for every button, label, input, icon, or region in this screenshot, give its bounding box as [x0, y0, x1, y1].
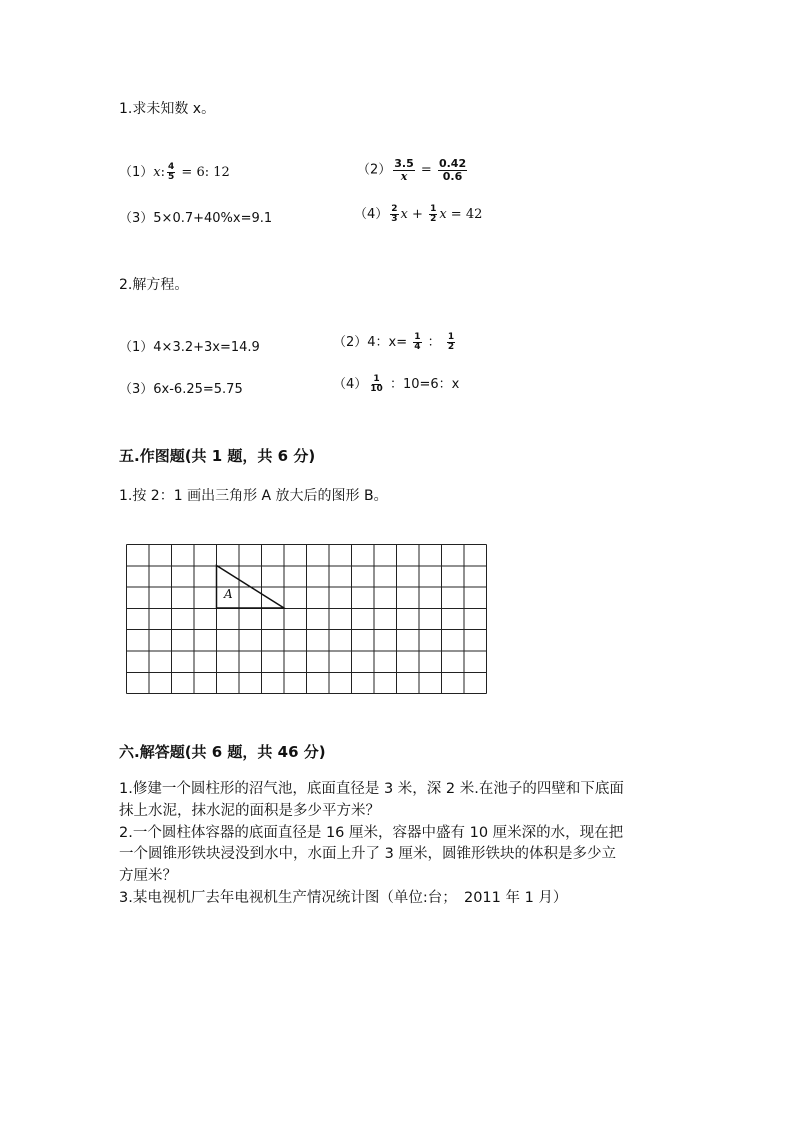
drawing-grid: [125, 543, 490, 696]
ratio-colon: ：: [423, 335, 445, 350]
question-1-title: 1.求未知数 x。: [119, 101, 216, 117]
fraction: $\frac{4}{5}$: [168, 161, 175, 182]
item-number: （4）: [333, 377, 368, 392]
q1-item-4: [354, 203, 482, 224]
section-6-title: 六.解答题(共 6 题，共 46 分): [119, 743, 326, 761]
equation-text: 6x-6.25=5.75: [153, 382, 243, 397]
fraction-1: $\frac{2}{3}$: [391, 203, 398, 224]
triangle-a-label: A: [224, 587, 233, 601]
q1-item-2: [357, 158, 469, 182]
q1-item-1: [119, 161, 230, 182]
item-number: （3）: [119, 382, 154, 397]
question-3: 3.某电视机厂去年电视机生产情况统计图（单位:台； 2011 年 1 月）: [119, 889, 568, 906]
fraction: $\frac{1}{10}$: [370, 373, 383, 394]
item-number: （2）: [333, 335, 368, 350]
q2-item-1: [119, 336, 260, 355]
item-number: （1）: [119, 165, 154, 180]
item-number: （1）: [119, 340, 154, 355]
fraction-left: $\frac{3.5}{x}$: [394, 157, 414, 183]
item-number: （2）: [357, 162, 392, 178]
question-2-line-3: 方厘米？: [119, 868, 177, 884]
variable-x: x: [400, 207, 408, 222]
fraction-2: $\frac{1}{2}$: [430, 203, 437, 224]
equation-suffix: ：10=6：x: [385, 377, 460, 392]
section-5-title: 五.作图题(共 1 题，共 6 分): [119, 447, 316, 465]
section-6-questions: [119, 779, 679, 910]
plus-sign: +: [407, 207, 428, 222]
equals-sign: =: [416, 162, 436, 178]
item-number: （4）: [354, 207, 389, 222]
question-2-line-2: 一个圆锥形铁块浸没到水中，水面上升了 3 厘米，圆锥形铁块的体积是多少立: [119, 846, 616, 863]
section-5-question: 1.按 2：1 画出三角形 A 放大后的图形 B。: [119, 488, 388, 504]
question-1-line-1: 1.修建一个圆柱形的沼气池，底面直径是 3 米，深 2 米.在池子的四壁和下底面: [119, 781, 624, 797]
fraction-1: $\frac{1}{4}$: [414, 331, 421, 352]
equation-rhs: = 42: [446, 207, 483, 222]
equation-prefix: 4：x=: [367, 335, 412, 350]
equation-rhs: = 6: 12: [177, 165, 230, 180]
fraction-2: $\frac{1}{2}$: [447, 331, 455, 352]
q1-item-3: [119, 207, 272, 226]
q2-item-2: [333, 331, 457, 352]
variable-x: x: [439, 207, 447, 222]
equation-text: 4×3.2+3x=14.9: [153, 340, 260, 355]
colon: :: [160, 165, 166, 180]
question-1-line-2: 抹上水泥，抹水泥的面积是多少平方米？: [119, 802, 380, 819]
question-2-line-1: 2.一个圆柱体容器的底面直径是 16 厘米，容器中盛有 10 厘米深的水，现在把: [119, 824, 624, 841]
equation-text: 5×0.7+40%x=9.1: [153, 211, 273, 226]
variable-x: x: [153, 165, 161, 180]
question-2-title: 2.解方程。: [119, 277, 189, 293]
grid-lines: [127, 545, 487, 694]
fraction-right: $\frac{0.42}{0.6}$: [438, 157, 467, 183]
q2-item-4: [333, 373, 459, 394]
item-number: （3）: [119, 211, 154, 226]
q2-item-3: [119, 378, 243, 397]
